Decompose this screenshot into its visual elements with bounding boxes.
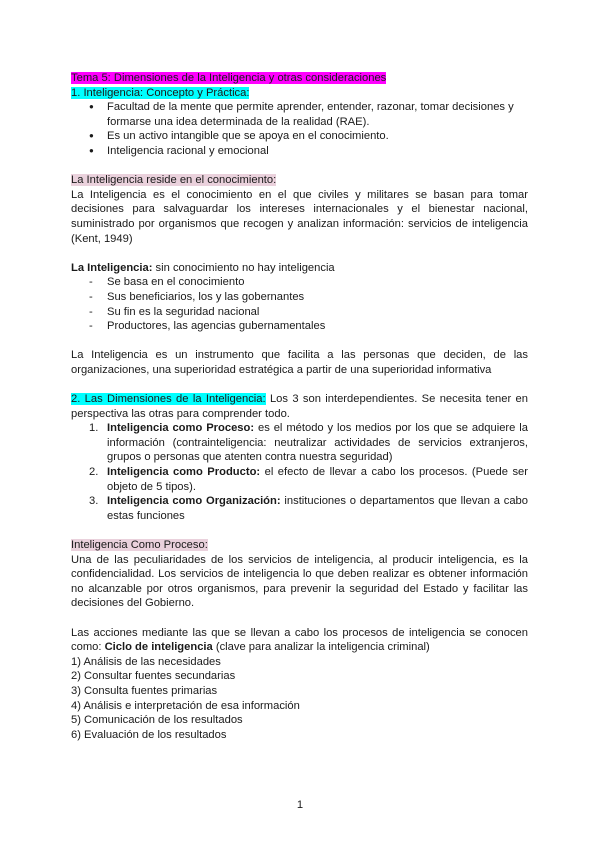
cycle-step: 5) Comunicación de los resultados (71, 714, 243, 727)
doc-title (71, 71, 528, 86)
bullet-item: ● Inteligencia racional y emocional (89, 144, 528, 159)
cycle-step: 2) Consultar fuentes secundarias (71, 670, 236, 683)
section4-heading-text: 2. Las Dimensiones de la Inteligencia: (71, 393, 266, 406)
section3-lead-bold: La Inteligencia: (71, 261, 153, 274)
section1-bullet-list (71, 100, 528, 158)
section4-numbered-list (71, 421, 528, 523)
dash-item: - Se basa en el conocimiento (89, 275, 528, 290)
item-text: instituciones o departamentos que llevan a cabo estas funciones (107, 495, 528, 522)
item-bold: Inteligencia como Proceso: (107, 422, 255, 435)
section5-heading (71, 538, 528, 553)
item-number: 2. (89, 466, 99, 479)
page-number: 1 (296, 799, 304, 811)
cycle-step: 3) Consulta fuentes primarias (71, 684, 218, 697)
section3-lead (71, 261, 528, 276)
bullet-item: ● Facultad de la mente que permite aprender, entender, razonar, tomar decisiones y formarse una idea determinada de la realidad (RAE). (89, 100, 528, 129)
para2-bold: Ciclo de inteligencia (104, 641, 213, 654)
section5-paragraph2 (71, 626, 528, 655)
cycle-step: 1) Análisis de las necesidades (71, 655, 221, 668)
numbered-item (89, 465, 528, 494)
section2-paragraph: La Inteligencia es el conocimiento en el que civiles y militares se basan para tomar decisiones para salvaguardar los intereses internacionales y el bienestar nacional, suministrado por organismos que recogen y analizan información: servicios de inteligencia (Kent, 1949) (71, 188, 528, 245)
section3-lead-rest: sin conocimiento no hay inteligencia (152, 261, 335, 274)
bullet-item: ● Es un activo intangible que se apoya en el conocimiento. (89, 129, 528, 144)
section1-heading-text: 1. Inteligencia: Concepto y Práctica: (71, 86, 250, 99)
numbered-item (89, 494, 528, 523)
section4-intro-text: Los 3 son interdependientes. Se necesita tener en perspectiva las otras para comprender todo. (71, 393, 528, 420)
numbered-item (89, 421, 528, 465)
cycle-step: 6) Evaluación de los resultados (71, 728, 227, 741)
item-text: es el método y los medios por los que se adquiere la información (contrainteligencia: neutralizar actividades de servicios extranjeros, grupos o personas que atenten contra nuestra seguridad) (107, 422, 528, 464)
para2-start: Las acciones mediante las que se llevan a cabo los procesos de inteligencia se conocen como: (71, 626, 528, 654)
cycle-step: 4) Análisis e interpretación de esa información (71, 699, 300, 712)
section5-heading-text: Inteligencia Como Proceso: (71, 539, 208, 551)
section5-paragraph: Una de las peculiaridades de los servicios de inteligencia, al producir inteligencia, es la confidencialidad. Los servicios de inteligencia lo que deben realizar es obtener información no alcanzable por otros organismos, para prevenir la seguridad del Estado y facilitar las decisiones del Gobierno. (71, 553, 528, 610)
section2-heading-text: La Inteligencia reside en el conocimiento: (71, 174, 277, 187)
item-bold: Inteligencia como Organización: (107, 495, 281, 508)
dash-item: - Sus beneficiarios, los y las gobernantes (89, 290, 528, 305)
document-page (71, 71, 528, 742)
title-text: Tema 5: Dimensiones de la Inteligencia y otras consideraciones (71, 72, 387, 84)
section2-heading (71, 173, 528, 188)
dash-item: - Su fin es la seguridad nacional (89, 305, 528, 320)
item-text: el efecto de llevar a cabo los procesos. (Puede ser objeto de 5 tipos). (107, 466, 528, 493)
item-bold: Inteligencia como Producto: (107, 466, 261, 479)
section3-paragraph: La Inteligencia es un instrumento que facilita a las personas que deciden, de las organizaciones, una superioridad estratégica a partir de una superioridad informativa (71, 349, 528, 376)
dash-item: - Productores, las agencias gubernamentales (89, 319, 528, 334)
cycle-steps (71, 655, 528, 743)
item-number: 3. (89, 495, 99, 508)
para2-end: (clave para analizar la inteligencia criminal) (212, 641, 430, 654)
section4-intro (71, 392, 528, 421)
section3-dash-list (71, 275, 528, 333)
item-number: 1. (89, 422, 99, 435)
section1-heading (71, 86, 528, 101)
